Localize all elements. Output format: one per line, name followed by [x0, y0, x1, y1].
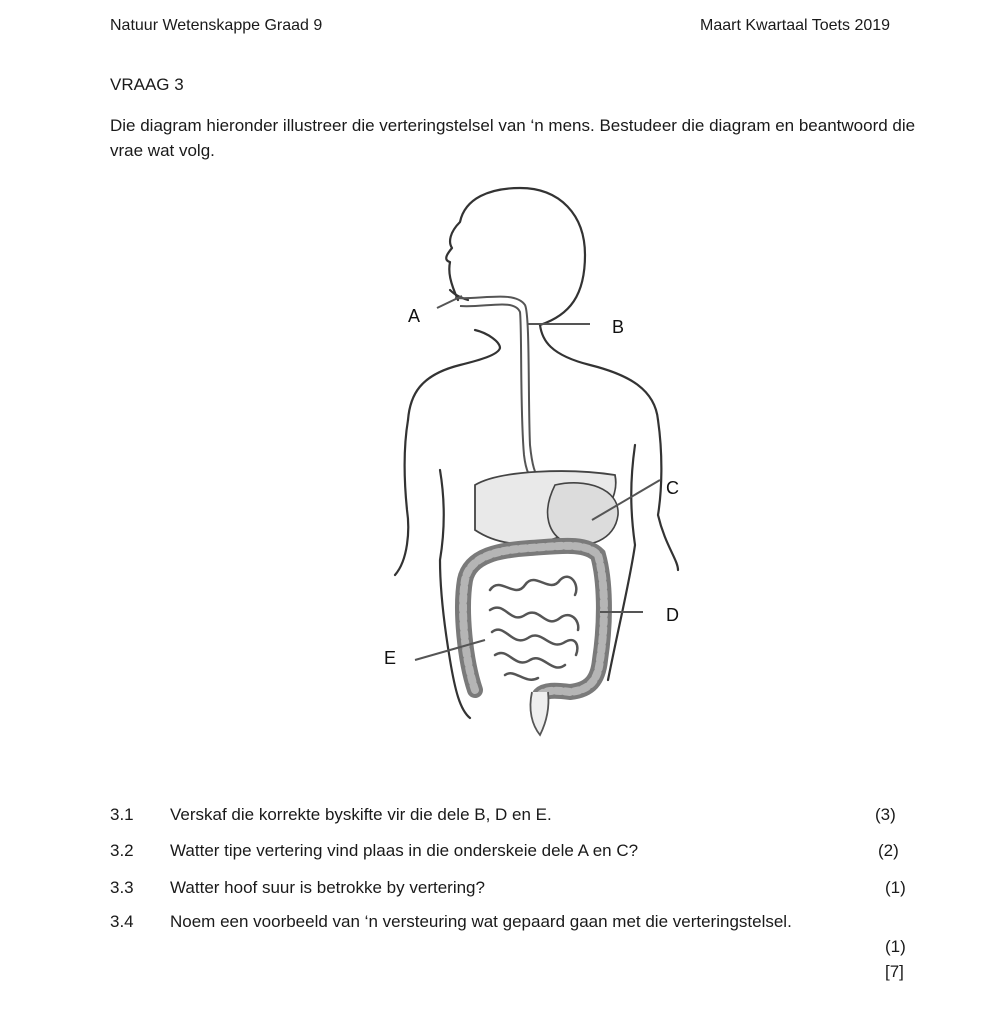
- question-title: VRAAG 3: [110, 75, 184, 94]
- subquestion-text: Noem een voorbeeld van ‘n versteuring wat gepaard gaan met die verteringstelsel.: [170, 912, 792, 931]
- diagram-label-d: D: [666, 605, 679, 625]
- subquestion-text: Watter tipe vertering vind plaas in die onderskeie dele A en C?: [170, 841, 639, 860]
- stomach: [548, 483, 619, 545]
- oesophagus: [455, 297, 540, 482]
- rectum: [530, 692, 548, 735]
- diagram-label-c: C: [666, 478, 679, 498]
- subquestion-number: 3.4: [110, 912, 134, 931]
- subquestion-number: 3.3: [110, 878, 134, 897]
- diagram-label-a: A: [408, 306, 421, 326]
- subquestion-marks: (3): [875, 805, 896, 824]
- subquestion-text: Verskaf die korrekte byskifte vir die dele B, D en E.: [170, 805, 552, 824]
- large-intestine: [463, 546, 604, 695]
- total-marks: [7]: [885, 962, 904, 981]
- header-subject: Natuur Wetenskappe Graad 9: [110, 17, 323, 34]
- diagram-label-e: E: [384, 648, 397, 668]
- subquestion-text: Watter hoof suur is betrokke by vertering?: [170, 878, 485, 897]
- subquestion-marks: (1): [885, 878, 906, 897]
- body-outline: [395, 188, 678, 718]
- digestive-system-diagram: [300, 170, 720, 750]
- small-intestine: [490, 577, 578, 680]
- question-intro: Die diagram hieronder illustreer die verteringstelsel van ‘n mens. Bestudeer die diagram en beantwoord die vrae wat volg.: [110, 116, 916, 160]
- header-test-name: Maart Kwartaal Toets 2019: [700, 17, 891, 34]
- subquestion-number: 3.2: [110, 841, 134, 860]
- subquestion-marks: (1): [885, 937, 906, 956]
- diagram-label-b: B: [612, 317, 625, 337]
- subquestion-marks: (2): [878, 841, 899, 860]
- subquestion-number: 3.1: [110, 805, 134, 824]
